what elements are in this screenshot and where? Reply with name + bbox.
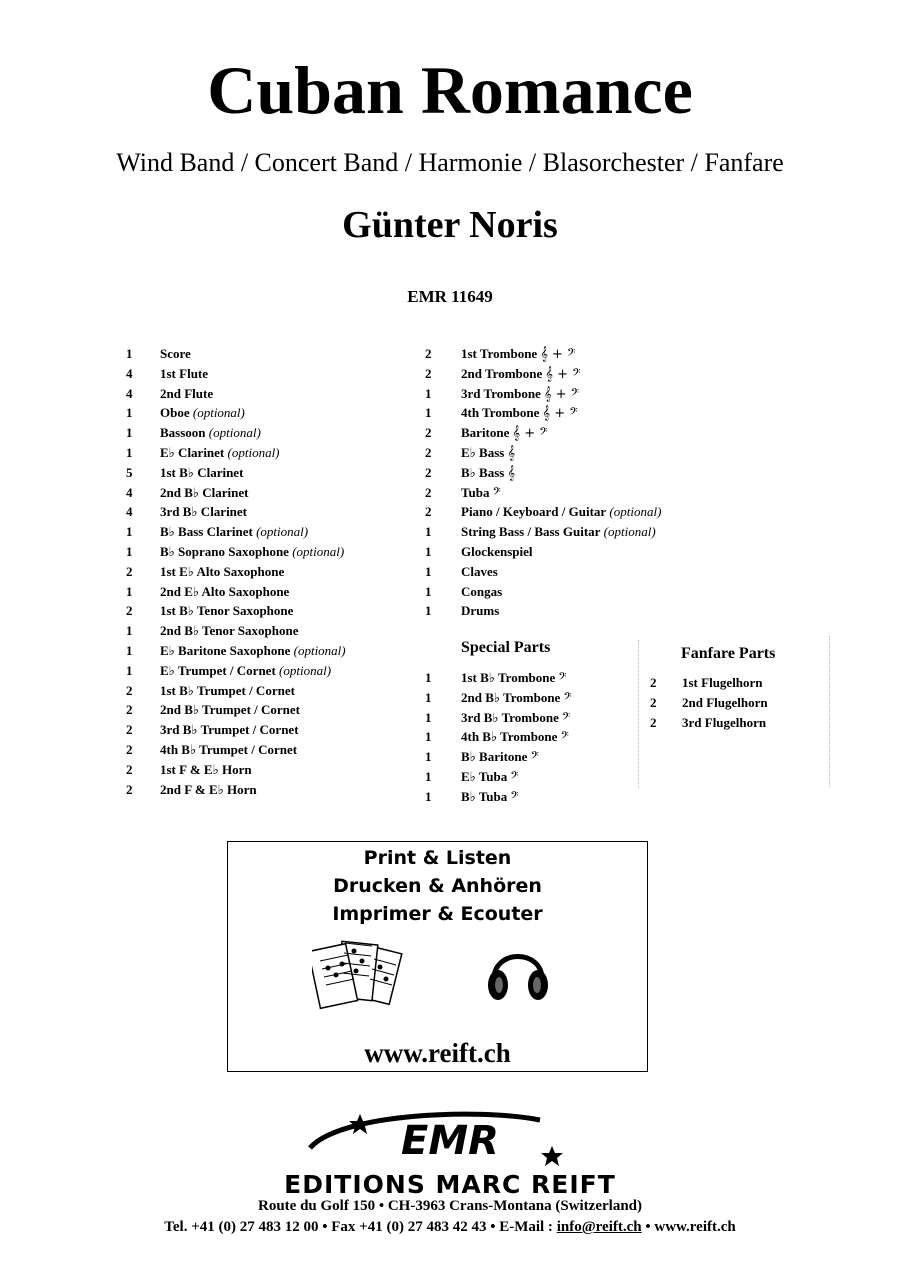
part-name: [461, 603, 499, 619]
optional-note: (optional): [224, 444, 280, 460]
part-quantity: 2: [425, 365, 432, 381]
part-quantity: 2: [126, 781, 133, 797]
part-name-text: E♭ Tuba: [461, 768, 508, 784]
part-name-text: 4th B♭ Trombone: [461, 729, 558, 745]
part-name-text: 1st Flute: [160, 365, 209, 381]
part-quantity: 1: [425, 670, 432, 685]
part-name: [461, 445, 515, 461]
part-name-text: Claves: [461, 563, 498, 579]
part-quantity: 4: [126, 504, 133, 520]
part-name: [160, 584, 289, 600]
part-name: [160, 425, 261, 441]
part-name-text: Oboe: [160, 405, 190, 421]
part-quantity: 4: [126, 484, 133, 500]
part-name: [160, 603, 293, 619]
part-name: [160, 663, 331, 679]
part-name: [160, 782, 257, 798]
subtitle: Wind Band / Concert Band / Harmonie / Blasorchester / Fanfare: [116, 148, 784, 177]
print-listen-box: [227, 841, 648, 1072]
part-name-text: Tuba: [461, 484, 490, 500]
clef-icon: 𝄢: [510, 769, 519, 785]
part-quantity: 4: [126, 365, 133, 381]
part-name-text: Piano / Keyboard / Guitar: [461, 504, 607, 520]
headphones-icon: [486, 939, 550, 1005]
optional-note: (optional): [606, 504, 662, 520]
publisher-name: EDITIONS MARC REIFT: [284, 1170, 616, 1199]
part-name: [160, 683, 295, 699]
part-quantity: 1: [425, 583, 432, 599]
part-name-text: Glockenspiel: [461, 543, 533, 559]
part-quantity: 2: [425, 464, 432, 480]
part-name: [461, 485, 501, 501]
part-name: [461, 544, 533, 560]
clef-icon: 𝄢: [558, 671, 567, 686]
clef-icon: 𝄢: [510, 789, 519, 805]
part-name: [160, 465, 243, 481]
publisher-address: Route du Golf 150 • CH-3963 Crans-Montana (Switzerland): [258, 1198, 642, 1214]
clef-icon: 𝄢: [561, 710, 571, 726]
part-name: [461, 670, 567, 686]
part-name: [160, 504, 247, 520]
part-name-text: 2nd E♭ Alto Saxophone: [160, 583, 290, 599]
part-quantity: 1: [425, 563, 432, 579]
part-quantity: 2: [126, 702, 133, 718]
contact-phone-fax: Tel. +41 (0) 27 483 12 00 • Fax +41 (0) 27 483 42 43 • E-Mail :: [164, 1219, 557, 1235]
fanfare-parts-heading: Fanfare Parts: [681, 645, 776, 662]
clef-icon: 𝄞 + 𝄢: [542, 406, 578, 422]
part-name-text: E♭ Bass: [461, 444, 505, 460]
part-quantity: 1: [425, 709, 432, 725]
part-quantity: 1: [425, 689, 432, 705]
website-link[interactable]: www.reift.ch: [364, 1038, 511, 1068]
part-name: [461, 504, 661, 520]
part-quantity: 1: [425, 729, 432, 745]
part-name-text: E♭ Baritone Saxophone: [160, 642, 291, 658]
part-name-text: Drums: [461, 603, 500, 619]
clef-icon: 𝄞 + 𝄢: [512, 426, 548, 442]
part-name-text: 2nd Trombone: [461, 365, 543, 381]
part-name-text: B♭ Bass Clarinet: [160, 524, 253, 540]
emr-star-logo: [300, 1108, 600, 1168]
special-parts-heading: Special Parts: [461, 639, 551, 656]
clef-icon: 𝄞: [507, 445, 516, 461]
catalog-number: EMR 11649: [407, 287, 493, 306]
optional-note: (optional): [205, 425, 261, 441]
divider: [829, 636, 830, 788]
part-name: [682, 715, 766, 731]
part-name: [160, 702, 300, 718]
part-quantity: 1: [425, 768, 432, 784]
part-name: [461, 524, 656, 540]
part-name: [461, 710, 570, 726]
logo-text: EMR: [401, 1118, 499, 1164]
part-name-text: B♭ Soprano Saxophone: [160, 543, 289, 559]
part-name: [160, 346, 191, 362]
part-name-text: Score: [160, 346, 191, 361]
part-name-text: B♭ Bass: [461, 464, 505, 480]
part-name-text: 1st Flugelhorn: [682, 675, 763, 690]
part-name: [682, 695, 768, 711]
part-name: [160, 742, 297, 758]
part-name-text: B♭ Tuba: [461, 788, 508, 804]
part-name-text: 1st B♭ Trumpet / Cornet: [160, 682, 295, 698]
clef-icon: 𝄢: [530, 750, 539, 766]
part-name-text: E♭ Trumpet / Cornet: [160, 662, 276, 678]
part-name: [461, 749, 539, 765]
part-quantity: 2: [425, 346, 432, 361]
part-quantity: 2: [126, 761, 133, 777]
optional-note: (optional): [275, 662, 332, 678]
divider: [638, 640, 639, 788]
part-name-text: 1st Trombone: [461, 346, 538, 361]
part-quantity: 1: [126, 346, 133, 361]
part-quantity: 1: [126, 425, 133, 441]
clef-icon: 𝄞 + 𝄢: [540, 347, 576, 362]
part-quantity: 2: [650, 675, 657, 690]
part-quantity: 1: [126, 623, 133, 639]
part-name: [461, 729, 569, 745]
title: Cuban Romance: [207, 52, 693, 128]
part-name-text: Baritone: [461, 425, 510, 441]
promo-line-english: Print & Listen: [363, 847, 512, 869]
part-name: [160, 445, 280, 461]
composer: Günter Noris: [342, 204, 558, 246]
part-quantity: 2: [126, 563, 133, 579]
part-name-text: 3rd Trombone: [461, 385, 541, 401]
part-name-text: String Bass / Bass Guitar: [461, 524, 601, 540]
part-quantity: 1: [425, 385, 432, 401]
part-name: [160, 564, 284, 580]
optional-note: (optional): [290, 642, 346, 658]
part-name-text: Bassoon: [160, 425, 206, 441]
clef-icon: 𝄞: [507, 465, 516, 481]
part-name-text: 2nd Flute: [160, 385, 214, 401]
part-name: [461, 769, 519, 785]
part-name: [160, 386, 213, 402]
part-quantity: 1: [126, 524, 133, 540]
part-name: [461, 425, 548, 441]
part-name: [160, 762, 252, 778]
part-name: [160, 366, 208, 382]
part-quantity: 2: [425, 425, 432, 441]
clef-icon: 𝄞 + 𝄢: [543, 386, 580, 402]
part-name: [682, 675, 763, 691]
part-quantity: 1: [425, 524, 432, 540]
part-quantity: 1: [126, 662, 133, 678]
optional-note: (optional): [600, 524, 656, 540]
part-name: [160, 722, 299, 738]
part-quantity: 2: [650, 714, 657, 730]
part-name: [461, 405, 578, 421]
part-name-text: 1st B♭ Trombone: [461, 670, 556, 685]
part-name: [461, 690, 572, 706]
part-quantity: 1: [425, 543, 432, 559]
part-name-text: 3rd B♭ Clarinet: [160, 504, 248, 520]
part-name: [461, 465, 515, 481]
part-name-text: 2nd B♭ Trumpet / Cornet: [160, 702, 300, 718]
part-name: [461, 366, 580, 382]
part-quantity: 5: [126, 464, 133, 480]
contact-website: • www.reift.ch: [641, 1219, 736, 1235]
part-quantity: 2: [126, 603, 133, 619]
part-quantity: 2: [425, 504, 432, 520]
clef-icon: 𝄞 + 𝄢: [545, 366, 581, 382]
part-name-text: 3rd B♭ Trumpet / Cornet: [160, 722, 299, 738]
clef-icon: 𝄢: [560, 730, 569, 746]
part-name: [160, 643, 346, 659]
part-name-text: Congas: [461, 583, 503, 599]
part-name-text: 4th B♭ Trumpet / Cornet: [160, 741, 298, 757]
part-quantity: 1: [126, 642, 133, 658]
part-name-text: 1st B♭ Tenor Saxophone: [160, 603, 294, 619]
part-quantity: 4: [126, 385, 133, 401]
part-name-text: 1st B♭ Clarinet: [160, 464, 244, 480]
part-quantity: 1: [425, 603, 432, 619]
part-name: [461, 346, 575, 362]
part-quantity: 2: [650, 694, 657, 710]
part-name-text: 2nd B♭ Tenor Saxophone: [160, 623, 299, 639]
part-quantity: 2: [425, 484, 432, 500]
part-name: [461, 584, 502, 600]
part-name-text: 2nd F & E♭ Horn: [160, 781, 257, 797]
part-name: [160, 544, 344, 560]
part-quantity: 1: [425, 749, 432, 765]
part-quantity: 2: [126, 741, 133, 757]
part-name-text: 3rd B♭ Trombone: [461, 709, 559, 725]
email-link[interactable]: info@reift.ch: [556, 1219, 642, 1235]
part-quantity: 1: [425, 405, 432, 421]
part-name-text: 2nd B♭ Clarinet: [160, 484, 249, 500]
part-name: [160, 524, 308, 540]
part-name-text: E♭ Clarinet: [160, 444, 225, 460]
part-quantity: 1: [126, 543, 133, 559]
part-name-text: 4th Trombone: [461, 405, 540, 421]
clef-icon: 𝄢: [563, 690, 572, 706]
part-quantity: 1: [126, 444, 133, 460]
part-name: [160, 623, 298, 639]
part-quantity: 1: [126, 583, 133, 599]
contact-line: [0, 1219, 900, 1236]
part-name-text: 1st F & E♭ Horn: [160, 761, 252, 777]
optional-note: (optional): [189, 405, 245, 421]
part-name-text: 3rd Flugelhorn: [682, 714, 767, 730]
part-name: [160, 485, 248, 501]
part-name-text: 2nd B♭ Trombone: [461, 689, 561, 705]
clef-icon: 𝄢: [492, 485, 501, 501]
part-name: [461, 386, 579, 402]
part-quantity: 2: [425, 444, 432, 460]
part-name: [160, 405, 245, 421]
optional-note: (optional): [252, 524, 309, 540]
promo-line-french: Imprimer & Ecouter: [332, 903, 543, 925]
part-quantity: 2: [126, 722, 133, 738]
promo-line-german: Drucken & Anhören: [333, 875, 542, 897]
sheet-music-icon: [312, 937, 424, 1021]
part-name-text: 2nd Flugelhorn: [682, 694, 768, 710]
part-quantity: 1: [425, 788, 432, 804]
part-quantity: 2: [126, 682, 133, 698]
part-name-text: B♭ Baritone: [461, 749, 528, 765]
part-name: [461, 564, 498, 580]
part-name: [461, 789, 519, 805]
part-quantity: 1: [126, 405, 133, 421]
optional-note: (optional): [288, 543, 345, 559]
part-name-text: 1st E♭ Alto Saxophone: [160, 563, 285, 579]
